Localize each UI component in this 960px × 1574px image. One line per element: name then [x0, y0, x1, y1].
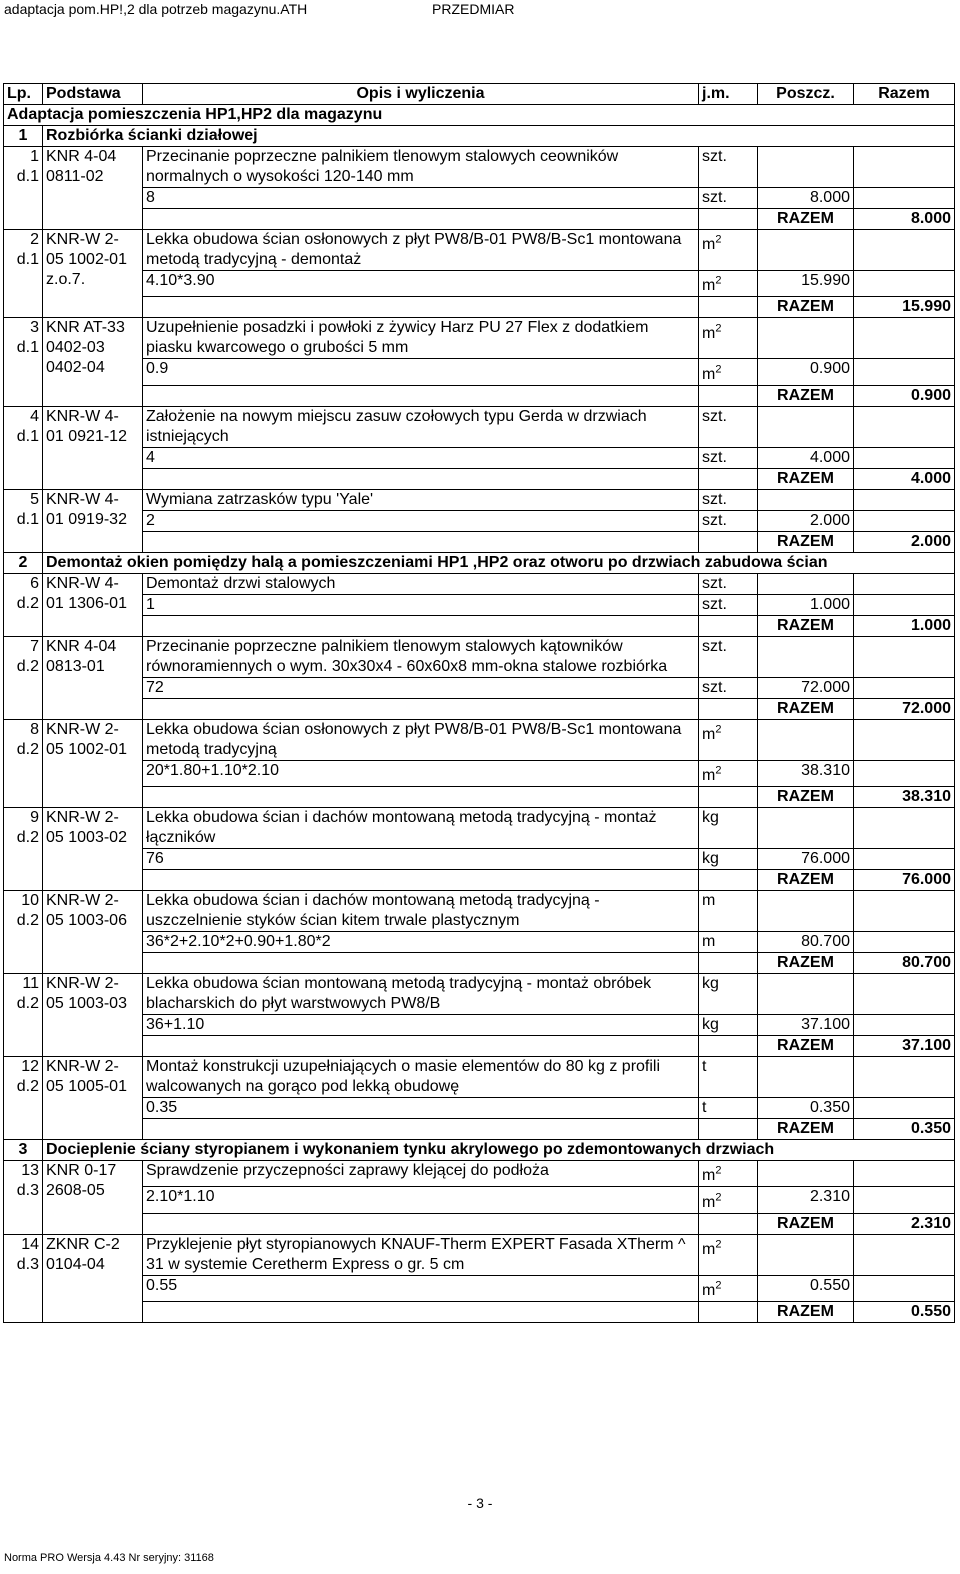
estimate-table — [3, 83, 955, 1323]
item-row — [4, 1056, 955, 1097]
item-unit — [699, 147, 758, 188]
item-calculation: 4 — [143, 447, 699, 468]
item-unit — [699, 807, 758, 848]
item-partial-empty — [854, 594, 955, 615]
item-unit — [699, 1160, 758, 1186]
item-row — [4, 973, 955, 1014]
item-description: Przecinanie poprzeczne palnikiem tlenowym stalowych kątowników równoramiennych o wym. 30x30x4 - 60x60x8 mm-okna stalowe rozbiórka — [143, 636, 699, 677]
item-total: 1.000 — [854, 615, 955, 636]
item-row — [4, 147, 955, 188]
item-calc-unit — [699, 510, 758, 531]
item-basis: KNR-W 4- 01 0921-12 — [43, 406, 143, 489]
item-partial-empty — [854, 848, 955, 869]
item-partial-qty: 2.000 — [758, 510, 854, 531]
item-basis: KNR-W 2- 05 1003-02 — [43, 807, 143, 890]
total-spacer — [699, 1035, 758, 1056]
unit-text: $m^2$ — [702, 322, 722, 342]
item-calc-row — [4, 760, 955, 786]
section-number: 1 — [4, 126, 43, 147]
item-partial-qty: 4.000 — [758, 447, 854, 468]
total-spacer — [699, 869, 758, 890]
item-total-empty — [854, 230, 955, 271]
item-row — [4, 573, 955, 594]
total-label: RAZEM — [758, 698, 854, 719]
item-description: Lekka obudowa ścian osłonowych z płyt PW8/B-01 PW8/B-Sc1 montowana metodą tradycyjną — [143, 719, 699, 760]
section-row — [4, 126, 955, 147]
total-label: RAZEM — [758, 297, 854, 318]
item-total-row — [4, 1118, 955, 1139]
item-row — [4, 318, 955, 359]
total-spacer — [143, 531, 699, 552]
item-qty-empty — [758, 1234, 854, 1275]
item-total: 15.990 — [854, 297, 955, 318]
item-calc-row — [4, 1014, 955, 1035]
item-basis: KNR 4-04 0813-01 — [43, 636, 143, 719]
item-description: Założenie na nowym miejscu zasuw czołowych typu Gerda w drzwiach istniejących — [143, 406, 699, 447]
item-total: 2.000 — [854, 531, 955, 552]
total-label: RAZEM — [758, 786, 854, 807]
item-total-row — [4, 698, 955, 719]
item-description: Sprawdzenie przyczepności zaprawy klejącej do podłoża — [143, 1160, 699, 1186]
col-header-podstawa: Podstawa — [43, 84, 143, 105]
item-basis: KNR-W 2- 05 1003-03 — [43, 973, 143, 1056]
item-total-row — [4, 615, 955, 636]
unit-text: szt. — [702, 407, 727, 425]
item-total: 80.700 — [854, 952, 955, 973]
unit-text: szt. — [702, 637, 727, 655]
item-calculation: 20*1.80+1.10*2.10 — [143, 760, 699, 786]
item-partial-qty: 0.900 — [758, 359, 854, 385]
col-header-razem: Razem — [854, 84, 955, 105]
table-header-row — [4, 84, 955, 105]
item-lp: 4 d.1 — [4, 406, 43, 489]
total-spacer — [143, 1118, 699, 1139]
item-lp: 7 d.2 — [4, 636, 43, 719]
item-qty-empty — [758, 807, 854, 848]
item-unit — [699, 489, 758, 510]
total-label: RAZEM — [758, 1035, 854, 1056]
item-description: Wymiana zatrzasków typu 'Yale' — [143, 489, 699, 510]
unit-text: szt. — [702, 678, 727, 696]
item-calc-unit — [699, 1097, 758, 1118]
item-calc-row — [4, 1097, 955, 1118]
total-spacer — [143, 1301, 699, 1322]
item-lp: 3 d.1 — [4, 318, 43, 406]
item-calc-unit — [699, 1014, 758, 1035]
item-calc-row — [4, 848, 955, 869]
item-basis: KNR-W 2- 05 1003-06 — [43, 890, 143, 973]
item-total: 76.000 — [854, 869, 955, 890]
item-total: 8.000 — [854, 209, 955, 230]
total-spacer — [699, 615, 758, 636]
item-row — [4, 807, 955, 848]
item-calc-unit — [699, 1275, 758, 1301]
item-row — [4, 1160, 955, 1186]
item-description: Lekka obudowa ścian montowaną metodą tradycyjną - montaż obróbek blacharskich do płyt warstwowych PW8/B — [143, 973, 699, 1014]
item-partial-qty: 80.700 — [758, 931, 854, 952]
total-label: RAZEM — [758, 869, 854, 890]
item-total-empty — [854, 973, 955, 1014]
total-label: RAZEM — [758, 1118, 854, 1139]
item-row — [4, 719, 955, 760]
item-calc-unit — [699, 359, 758, 385]
item-total-row — [4, 385, 955, 406]
software-version: Norma PRO Wersja 4.43 Nr seryjny: 31168 — [4, 1552, 214, 1564]
unit-text: szt. — [702, 189, 727, 206]
item-calculation: 36+1.10 — [143, 1014, 699, 1035]
total-label: RAZEM — [758, 209, 854, 230]
item-total-row — [4, 952, 955, 973]
item-qty-empty — [758, 573, 854, 594]
item-total-row — [4, 786, 955, 807]
item-calc-row — [4, 447, 955, 468]
document-title: Adaptacja pomieszczenia HP1,HP2 dla magazynu — [4, 105, 955, 126]
item-total: 2.310 — [854, 1213, 955, 1234]
item-calculation: 0.35 — [143, 1097, 699, 1118]
unit-text: kg — [702, 974, 719, 992]
item-calc-unit — [699, 188, 758, 209]
item-total-row — [4, 531, 955, 552]
item-total: 0.350 — [854, 1118, 955, 1139]
total-spacer — [143, 468, 699, 489]
item-description: Przecinanie poprzeczne palnikiem tlenowym stalowych ceowników normalnych o wysokości 120-140 mm — [143, 147, 699, 188]
item-partial-empty — [854, 760, 955, 786]
item-total-empty — [854, 890, 955, 931]
item-basis: KNR 4-04 0811-02 — [43, 147, 143, 230]
item-lp: 5 d.1 — [4, 489, 43, 552]
unit-text: $m^2$ — [702, 234, 722, 254]
item-partial-empty — [854, 931, 955, 952]
item-total-empty — [854, 318, 955, 359]
item-qty-empty — [758, 489, 854, 510]
section-title: Demontaż okien pomiędzy halą a pomieszczeniami HP1 ,HP2 oraz otworu po drzwiach zabudowa ścian — [43, 552, 955, 573]
item-calc-row — [4, 594, 955, 615]
unit-text: t — [702, 1098, 707, 1116]
item-partial-qty: 8.000 — [758, 188, 854, 209]
unit-text: m — [702, 891, 716, 909]
total-label: RAZEM — [758, 531, 854, 552]
item-partial-empty — [854, 1097, 955, 1118]
unit-text: $m^2$ — [702, 764, 722, 784]
item-partial-qty: 38.310 — [758, 760, 854, 786]
item-basis: KNR-W 2- 05 1002-01 — [43, 719, 143, 807]
item-calculation: 76 — [143, 848, 699, 869]
item-unit — [699, 890, 758, 931]
document-title-row — [4, 105, 955, 126]
item-qty-empty — [758, 1056, 854, 1097]
item-total: 38.310 — [854, 786, 955, 807]
item-basis: ZKNR C-2 0104-04 — [43, 1234, 143, 1322]
item-qty-empty — [758, 719, 854, 760]
unit-text: kg — [702, 849, 719, 867]
item-total-empty — [854, 406, 955, 447]
item-basis: KNR 0-17 2608-05 — [43, 1160, 143, 1234]
total-spacer — [143, 1213, 699, 1234]
item-lp: 6 d.2 — [4, 573, 43, 636]
item-basis: KNR AT-33 0402-03 0402-04 — [43, 318, 143, 406]
item-calc-row — [4, 359, 955, 385]
unit-text: szt. — [702, 574, 727, 592]
item-qty-empty — [758, 406, 854, 447]
total-spacer — [699, 1301, 758, 1322]
total-spacer — [699, 952, 758, 973]
item-total-row — [4, 209, 955, 230]
total-spacer — [699, 385, 758, 406]
unit-text: $m^2$ — [702, 1191, 722, 1211]
col-header-poszcz: Poszcz. — [758, 84, 854, 105]
item-lp: 10 d.2 — [4, 890, 43, 973]
total-spacer — [699, 297, 758, 318]
unit-text: $m^2$ — [702, 363, 722, 383]
col-header-lp: Lp. — [4, 84, 43, 105]
item-lp: 2 d.1 — [4, 230, 43, 318]
page-header — [0, 0, 960, 18]
item-basis: KNR-W 4- 01 0919-32 — [43, 489, 143, 552]
item-total: 37.100 — [854, 1035, 955, 1056]
total-spacer — [143, 615, 699, 636]
item-partial-qty: 72.000 — [758, 677, 854, 698]
item-total-empty — [854, 489, 955, 510]
item-row — [4, 489, 955, 510]
item-row — [4, 406, 955, 447]
item-total-empty — [854, 1056, 955, 1097]
item-partial-empty — [854, 1014, 955, 1035]
total-spacer — [699, 468, 758, 489]
item-row — [4, 1234, 955, 1275]
total-label: RAZEM — [758, 385, 854, 406]
item-total-row — [4, 1213, 955, 1234]
item-calculation: 8 — [143, 188, 699, 209]
item-calculation: 4.10*3.90 — [143, 271, 699, 297]
item-calc-row — [4, 677, 955, 698]
item-unit — [699, 1056, 758, 1097]
item-calc-unit — [699, 447, 758, 468]
item-calc-row — [4, 1187, 955, 1213]
unit-text: m — [702, 932, 716, 950]
item-qty-empty — [758, 636, 854, 677]
item-description: Lekka obudowa ścian i dachów montowaną metodą tradycyjną - uszczelnienie styków ścian kitem trwale plastycznym — [143, 890, 699, 931]
total-spacer — [143, 1035, 699, 1056]
item-total-empty — [854, 807, 955, 848]
unit-text: szt. — [702, 448, 727, 466]
item-total-empty — [854, 147, 955, 188]
item-total-empty — [854, 719, 955, 760]
item-calc-unit — [699, 931, 758, 952]
item-partial-empty — [854, 359, 955, 385]
unit-text: $m^2$ — [702, 275, 722, 295]
item-total: 0.550 — [854, 1301, 955, 1322]
unit-text: $m^2$ — [702, 1238, 722, 1258]
section-number: 2 — [4, 552, 43, 573]
item-calc-unit — [699, 271, 758, 297]
item-total: 72.000 — [854, 698, 955, 719]
unit-text: szt. — [702, 595, 727, 613]
item-lp: 1 d.1 — [4, 147, 43, 230]
item-partial-empty — [854, 677, 955, 698]
item-calculation: 72 — [143, 677, 699, 698]
item-total-row — [4, 297, 955, 318]
section-number: 3 — [4, 1139, 43, 1160]
page-number: - 3 - — [467, 1495, 493, 1511]
item-total-empty — [854, 573, 955, 594]
total-spacer — [143, 297, 699, 318]
header-project: adaptacja pom.HP!,2 dla potrzeb magazynu.ATH — [4, 1, 308, 17]
item-description: Przyklejenie płyt styropianowych KNAUF-Therm EXPERT Fasada XTherm ^ 31 w systemie Ceretherm Express o gr. 5 cm — [143, 1234, 699, 1275]
unit-text: kg — [702, 808, 719, 826]
item-description: Uzupełnienie posadzki i powłoki z żywicy Harz PU 27 Flex z dodatkiem piasku kwarcowego o grubości 5 mm — [143, 318, 699, 359]
item-row — [4, 636, 955, 677]
total-spacer — [143, 209, 699, 230]
item-lp: 14 d.3 — [4, 1234, 43, 1322]
item-calc-unit — [699, 760, 758, 786]
item-total-row — [4, 468, 955, 489]
item-partial-qty: 76.000 — [758, 848, 854, 869]
total-spacer — [699, 209, 758, 230]
item-unit — [699, 406, 758, 447]
total-spacer — [699, 1213, 758, 1234]
item-calc-unit — [699, 677, 758, 698]
total-label: RAZEM — [758, 952, 854, 973]
total-label: RAZEM — [758, 615, 854, 636]
unit-text: szt. — [702, 148, 727, 165]
item-qty-empty — [758, 318, 854, 359]
total-spacer — [143, 869, 699, 890]
total-spacer — [143, 385, 699, 406]
total-spacer — [143, 698, 699, 719]
item-qty-empty — [758, 147, 854, 188]
item-lp: 12 d.2 — [4, 1056, 43, 1139]
total-spacer — [699, 786, 758, 807]
item-unit — [699, 230, 758, 271]
item-description: Demontaż drzwi stalowych — [143, 573, 699, 594]
item-total: 4.000 — [854, 468, 955, 489]
total-spacer — [699, 531, 758, 552]
item-calculation: 2 — [143, 510, 699, 531]
item-qty-empty — [758, 890, 854, 931]
total-spacer — [699, 1118, 758, 1139]
item-unit — [699, 318, 758, 359]
item-total-empty — [854, 636, 955, 677]
section-title: Docieplenie ściany styropianem i wykonaniem tynku akrylowego po zdemontowanych drzwiach — [43, 1139, 955, 1160]
item-partial-qty: 37.100 — [758, 1014, 854, 1035]
item-unit — [699, 573, 758, 594]
item-qty-empty — [758, 230, 854, 271]
col-header-jm: j.m. — [699, 84, 758, 105]
header-doc-type: PRZEDMIAR — [432, 1, 515, 17]
unit-text: kg — [702, 1015, 719, 1033]
total-label: RAZEM — [758, 468, 854, 489]
item-calc-unit — [699, 848, 758, 869]
item-partial-empty — [854, 1275, 955, 1301]
item-partial-qty: 0.550 — [758, 1275, 854, 1301]
item-lp: 13 d.3 — [4, 1160, 43, 1234]
item-row — [4, 230, 955, 271]
item-partial-empty — [854, 271, 955, 297]
section-row — [4, 1139, 955, 1160]
unit-text: $m^2$ — [702, 723, 722, 743]
item-partial-empty — [854, 510, 955, 531]
item-total: 0.900 — [854, 385, 955, 406]
unit-text: szt. — [702, 490, 727, 508]
col-header-opis: Opis i wyliczenia — [143, 84, 699, 105]
item-calc-row — [4, 1275, 955, 1301]
item-basis: KNR-W 4- 01 1306-01 — [43, 573, 143, 636]
section-title: Rozbiórka ścianki działowej — [43, 126, 955, 147]
item-calc-row — [4, 510, 955, 531]
item-total-row — [4, 869, 955, 890]
item-total-empty — [854, 1234, 955, 1275]
item-calc-unit — [699, 594, 758, 615]
item-unit — [699, 973, 758, 1014]
item-total-row — [4, 1035, 955, 1056]
item-partial-empty — [854, 447, 955, 468]
unit-text: $m^2$ — [702, 1164, 722, 1185]
item-description: Lekka obudowa ścian osłonowych z płyt PW8/B-01 PW8/B-Sc1 montowana metodą tradycyjną - demontaż — [143, 230, 699, 271]
item-calculation: 0.55 — [143, 1275, 699, 1301]
total-spacer — [143, 786, 699, 807]
item-calc-row — [4, 188, 955, 209]
unit-text: szt. — [702, 511, 727, 529]
item-qty-empty — [758, 1160, 854, 1186]
item-partial-qty: 1.000 — [758, 594, 854, 615]
item-calculation: 36*2+2.10*2+0.90+1.80*2 — [143, 931, 699, 952]
item-partial-empty — [854, 188, 955, 209]
unit-text: $m^2$ — [702, 1279, 722, 1299]
item-lp: 11 d.2 — [4, 973, 43, 1056]
item-row — [4, 890, 955, 931]
item-partial-qty: 0.350 — [758, 1097, 854, 1118]
item-partial-qty: 2.310 — [758, 1187, 854, 1213]
total-spacer — [143, 952, 699, 973]
item-description: Lekka obudowa ścian i dachów montowaną metodą tradycyjną - montaż łączników — [143, 807, 699, 848]
item-lp: 9 d.2 — [4, 807, 43, 890]
total-spacer — [699, 698, 758, 719]
unit-text: t — [702, 1057, 707, 1075]
total-label: RAZEM — [758, 1213, 854, 1234]
total-label: RAZEM — [758, 1301, 854, 1322]
item-total-empty — [854, 1160, 955, 1186]
item-unit — [699, 719, 758, 760]
item-calc-unit — [699, 1187, 758, 1213]
item-qty-empty — [758, 973, 854, 1014]
item-description: Montaż konstrukcji uzupełniających o masie elementów do 80 kg z profili walcowanych na gorąco pod lekką obudowę — [143, 1056, 699, 1097]
item-lp: 8 d.2 — [4, 719, 43, 807]
item-calculation: 0.9 — [143, 359, 699, 385]
item-basis: KNR-W 2- 05 1005-01 — [43, 1056, 143, 1139]
item-partial-qty: 15.990 — [758, 271, 854, 297]
item-basis: KNR-W 2- 05 1002-01 z.o.7. — [43, 230, 143, 318]
item-calculation: 2.10*1.10 — [143, 1187, 699, 1213]
item-unit — [699, 636, 758, 677]
item-unit — [699, 1234, 758, 1275]
section-row — [4, 552, 955, 573]
item-partial-empty — [854, 1187, 955, 1213]
item-total-row — [4, 1301, 955, 1322]
item-calc-row — [4, 271, 955, 297]
item-calculation: 1 — [143, 594, 699, 615]
item-calc-row — [4, 931, 955, 952]
